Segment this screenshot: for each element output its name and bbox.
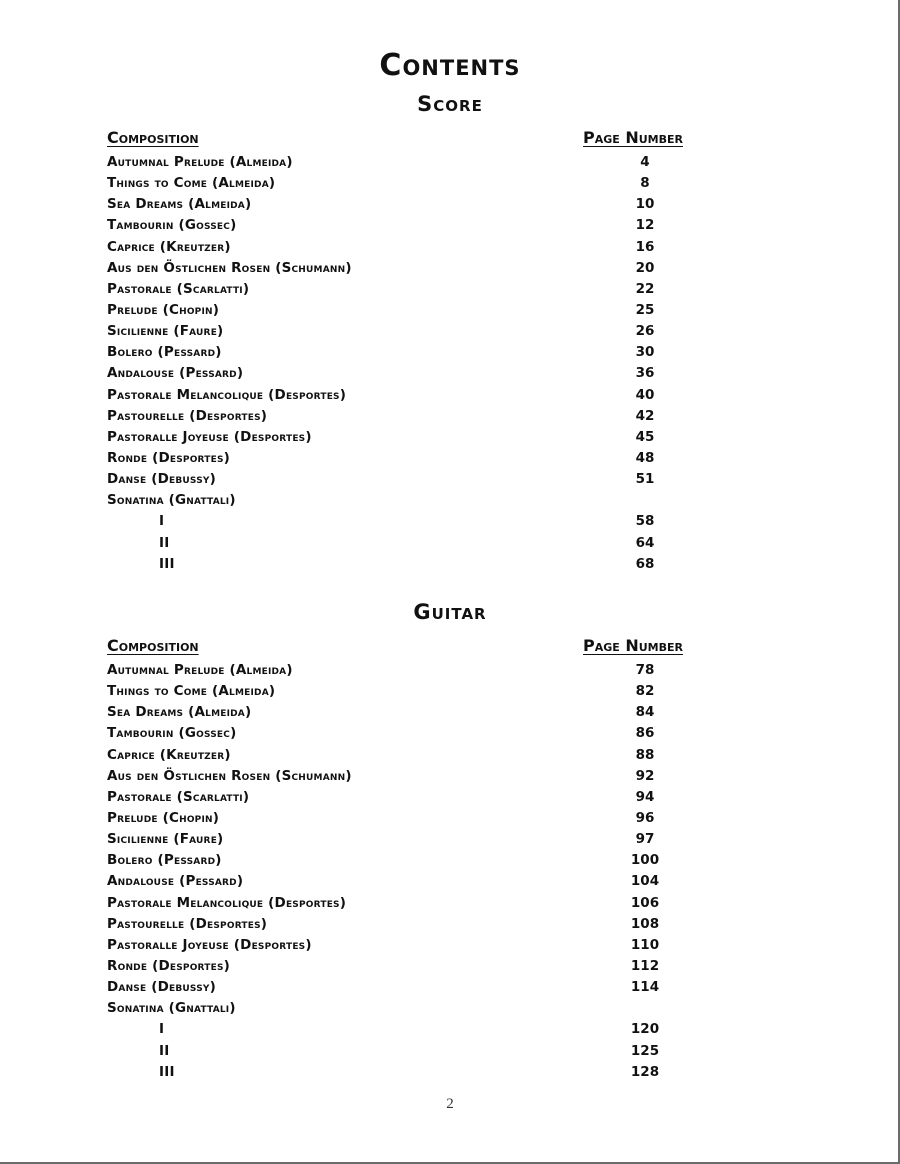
table-row <box>107 406 727 427</box>
composition-title: Sonatina (Gnattali) <box>107 1000 236 1017</box>
page-number-value: 40 <box>635 386 655 403</box>
table-row <box>107 787 727 808</box>
table-row <box>107 427 727 448</box>
table-row <box>107 533 727 554</box>
guitar-rows <box>107 660 727 1083</box>
table-row <box>107 215 727 236</box>
composition-title: I <box>159 1021 165 1038</box>
composition-title: Pastorale Melancolique (Desportes) <box>107 894 347 911</box>
page-number-value: 97 <box>635 831 655 848</box>
page-number-value: 4 <box>640 154 650 170</box>
composition-column-header: Composition <box>107 128 199 147</box>
table-row <box>107 681 727 702</box>
page-number-value: 10 <box>635 196 655 213</box>
table-row <box>107 258 727 279</box>
score-table-header <box>107 128 727 152</box>
table-row <box>107 321 727 342</box>
table-row <box>107 173 727 194</box>
table-row <box>107 766 727 787</box>
composition-title: Danse (Debussy) <box>107 979 216 996</box>
table-row <box>107 702 727 723</box>
page-number-value: 108 <box>630 915 660 932</box>
page-number-value: 36 <box>635 365 655 382</box>
page-number-value: 8 <box>640 175 650 192</box>
page-number-value: 22 <box>635 280 655 297</box>
composition-title: Andalouse (Pessard) <box>107 873 244 890</box>
table-row <box>107 300 727 321</box>
composition-title: Pastourelle (Desportes) <box>107 407 268 424</box>
composition-title: Andalouse (Pessard) <box>107 365 244 382</box>
composition-column-header: Composition <box>107 636 199 655</box>
page-number-value: 92 <box>635 767 655 784</box>
composition-title: Bolero (Pessard) <box>107 344 222 361</box>
composition-title: Aus den Östlichen Rosen (Schumann) <box>107 259 352 276</box>
composition-title: Things to Come (Almeida) <box>107 175 276 192</box>
composition-title: Ronde (Desportes) <box>107 957 231 974</box>
page-number-value: 58 <box>635 513 655 530</box>
composition-title: Tambourin (Gossec) <box>107 217 237 234</box>
composition-title: III <box>159 555 175 572</box>
guitar-contents-table <box>107 636 727 1083</box>
score-contents-table <box>107 128 727 575</box>
composition-title: Autumnal Prelude (Almeida) <box>107 662 293 678</box>
table-row <box>107 237 727 258</box>
table-row <box>107 469 727 490</box>
page-number: 2 <box>446 1096 454 1112</box>
page-number-value: 112 <box>630 957 660 974</box>
page-number-value: 114 <box>630 979 660 996</box>
score-rows <box>107 152 727 575</box>
table-row <box>107 1019 727 1040</box>
composition-title: Caprice (Kreutzer) <box>107 746 231 763</box>
composition-title: Autumnal Prelude (Almeida) <box>107 154 293 170</box>
composition-title: Pastorale Melancolique (Desportes) <box>107 386 347 403</box>
page-number-value: 64 <box>635 534 655 551</box>
page-number-value: 110 <box>630 936 660 953</box>
table-row <box>107 511 727 532</box>
table-row <box>107 871 727 892</box>
table-row <box>107 490 727 511</box>
guitar-section-heading: Guitar <box>413 600 487 624</box>
composition-title: Sicilienne (Faure) <box>107 831 224 848</box>
page-number-value: 68 <box>635 555 655 572</box>
composition-title: Pastorale (Scarlatti) <box>107 280 250 297</box>
table-row <box>107 935 727 956</box>
page-number-value: 82 <box>635 683 655 700</box>
page-title: Contents <box>379 48 521 83</box>
page-number-column-header: Page Number <box>583 128 683 147</box>
table-row <box>107 808 727 829</box>
composition-title: I <box>159 513 165 530</box>
table-row <box>107 723 727 744</box>
page-number-value: 26 <box>635 323 655 340</box>
page-number-value: 96 <box>635 809 655 826</box>
composition-title: Aus den Östlichen Rosen (Schumann) <box>107 767 352 784</box>
page-number-value: 104 <box>630 873 660 890</box>
table-row <box>107 342 727 363</box>
composition-title: Tambourin (Gossec) <box>107 725 237 742</box>
table-row <box>107 279 727 300</box>
composition-title: II <box>159 534 170 551</box>
table-row <box>107 745 727 766</box>
composition-title: Sea Dreams (Almeida) <box>107 704 252 721</box>
page-number-value: 106 <box>630 894 660 911</box>
page-number-value: 16 <box>635 238 655 255</box>
composition-title: Ronde (Desportes) <box>107 449 231 466</box>
table-row <box>107 829 727 850</box>
composition-title: Bolero (Pessard) <box>107 852 222 869</box>
composition-title: Caprice (Kreutzer) <box>107 238 231 255</box>
page-number-value: 25 <box>635 301 655 318</box>
table-row <box>107 914 727 935</box>
composition-title: III <box>159 1063 175 1080</box>
page-number-value: 94 <box>635 788 655 805</box>
page-number-value: 20 <box>635 259 655 276</box>
composition-title: Pastorale (Scarlatti) <box>107 788 250 805</box>
composition-title: Sonatina (Gnattali) <box>107 492 236 509</box>
page-number-value: 120 <box>630 1021 660 1038</box>
table-row <box>107 893 727 914</box>
page-number-value: 48 <box>635 449 655 466</box>
table-row <box>107 850 727 871</box>
score-section-heading: Score <box>417 92 483 116</box>
table-row <box>107 660 727 681</box>
composition-title: Pastourelle (Desportes) <box>107 915 268 932</box>
page-number-value: 128 <box>630 1063 660 1080</box>
table-row <box>107 385 727 406</box>
table-row <box>107 1062 727 1083</box>
composition-title: Pastoralle Joyeuse (Desportes) <box>107 428 312 445</box>
page-number-value: 78 <box>635 662 655 678</box>
page-number-value: 51 <box>635 471 655 488</box>
page-number-value: 45 <box>635 428 655 445</box>
composition-title: Danse (Debussy) <box>107 471 216 488</box>
table-row <box>107 363 727 384</box>
composition-title: II <box>159 1042 170 1059</box>
table-row <box>107 956 727 977</box>
table-row <box>107 977 727 998</box>
page-number-value: 42 <box>635 407 655 424</box>
table-row <box>107 1041 727 1062</box>
table-row <box>107 448 727 469</box>
page-number-value: 12 <box>635 217 655 234</box>
composition-title: Things to Come (Almeida) <box>107 683 276 700</box>
page-number-value: 100 <box>630 852 660 869</box>
composition-title: Prelude (Chopin) <box>107 301 220 318</box>
page-number-value: 86 <box>635 725 655 742</box>
composition-title: Sicilienne (Faure) <box>107 323 224 340</box>
table-row <box>107 152 727 173</box>
page-number-column-header: Page Number <box>583 636 683 655</box>
page-number-value: 125 <box>630 1042 660 1059</box>
composition-title: Prelude (Chopin) <box>107 809 220 826</box>
composition-title: Pastoralle Joyeuse (Desportes) <box>107 936 312 953</box>
page-number-value: 30 <box>635 344 655 361</box>
table-row <box>107 554 727 575</box>
page-number-value: 84 <box>635 704 655 721</box>
table-row <box>107 998 727 1019</box>
table-row <box>107 194 727 215</box>
guitar-table-header <box>107 636 727 660</box>
page-number-value: 88 <box>635 746 655 763</box>
composition-title: Sea Dreams (Almeida) <box>107 196 252 213</box>
